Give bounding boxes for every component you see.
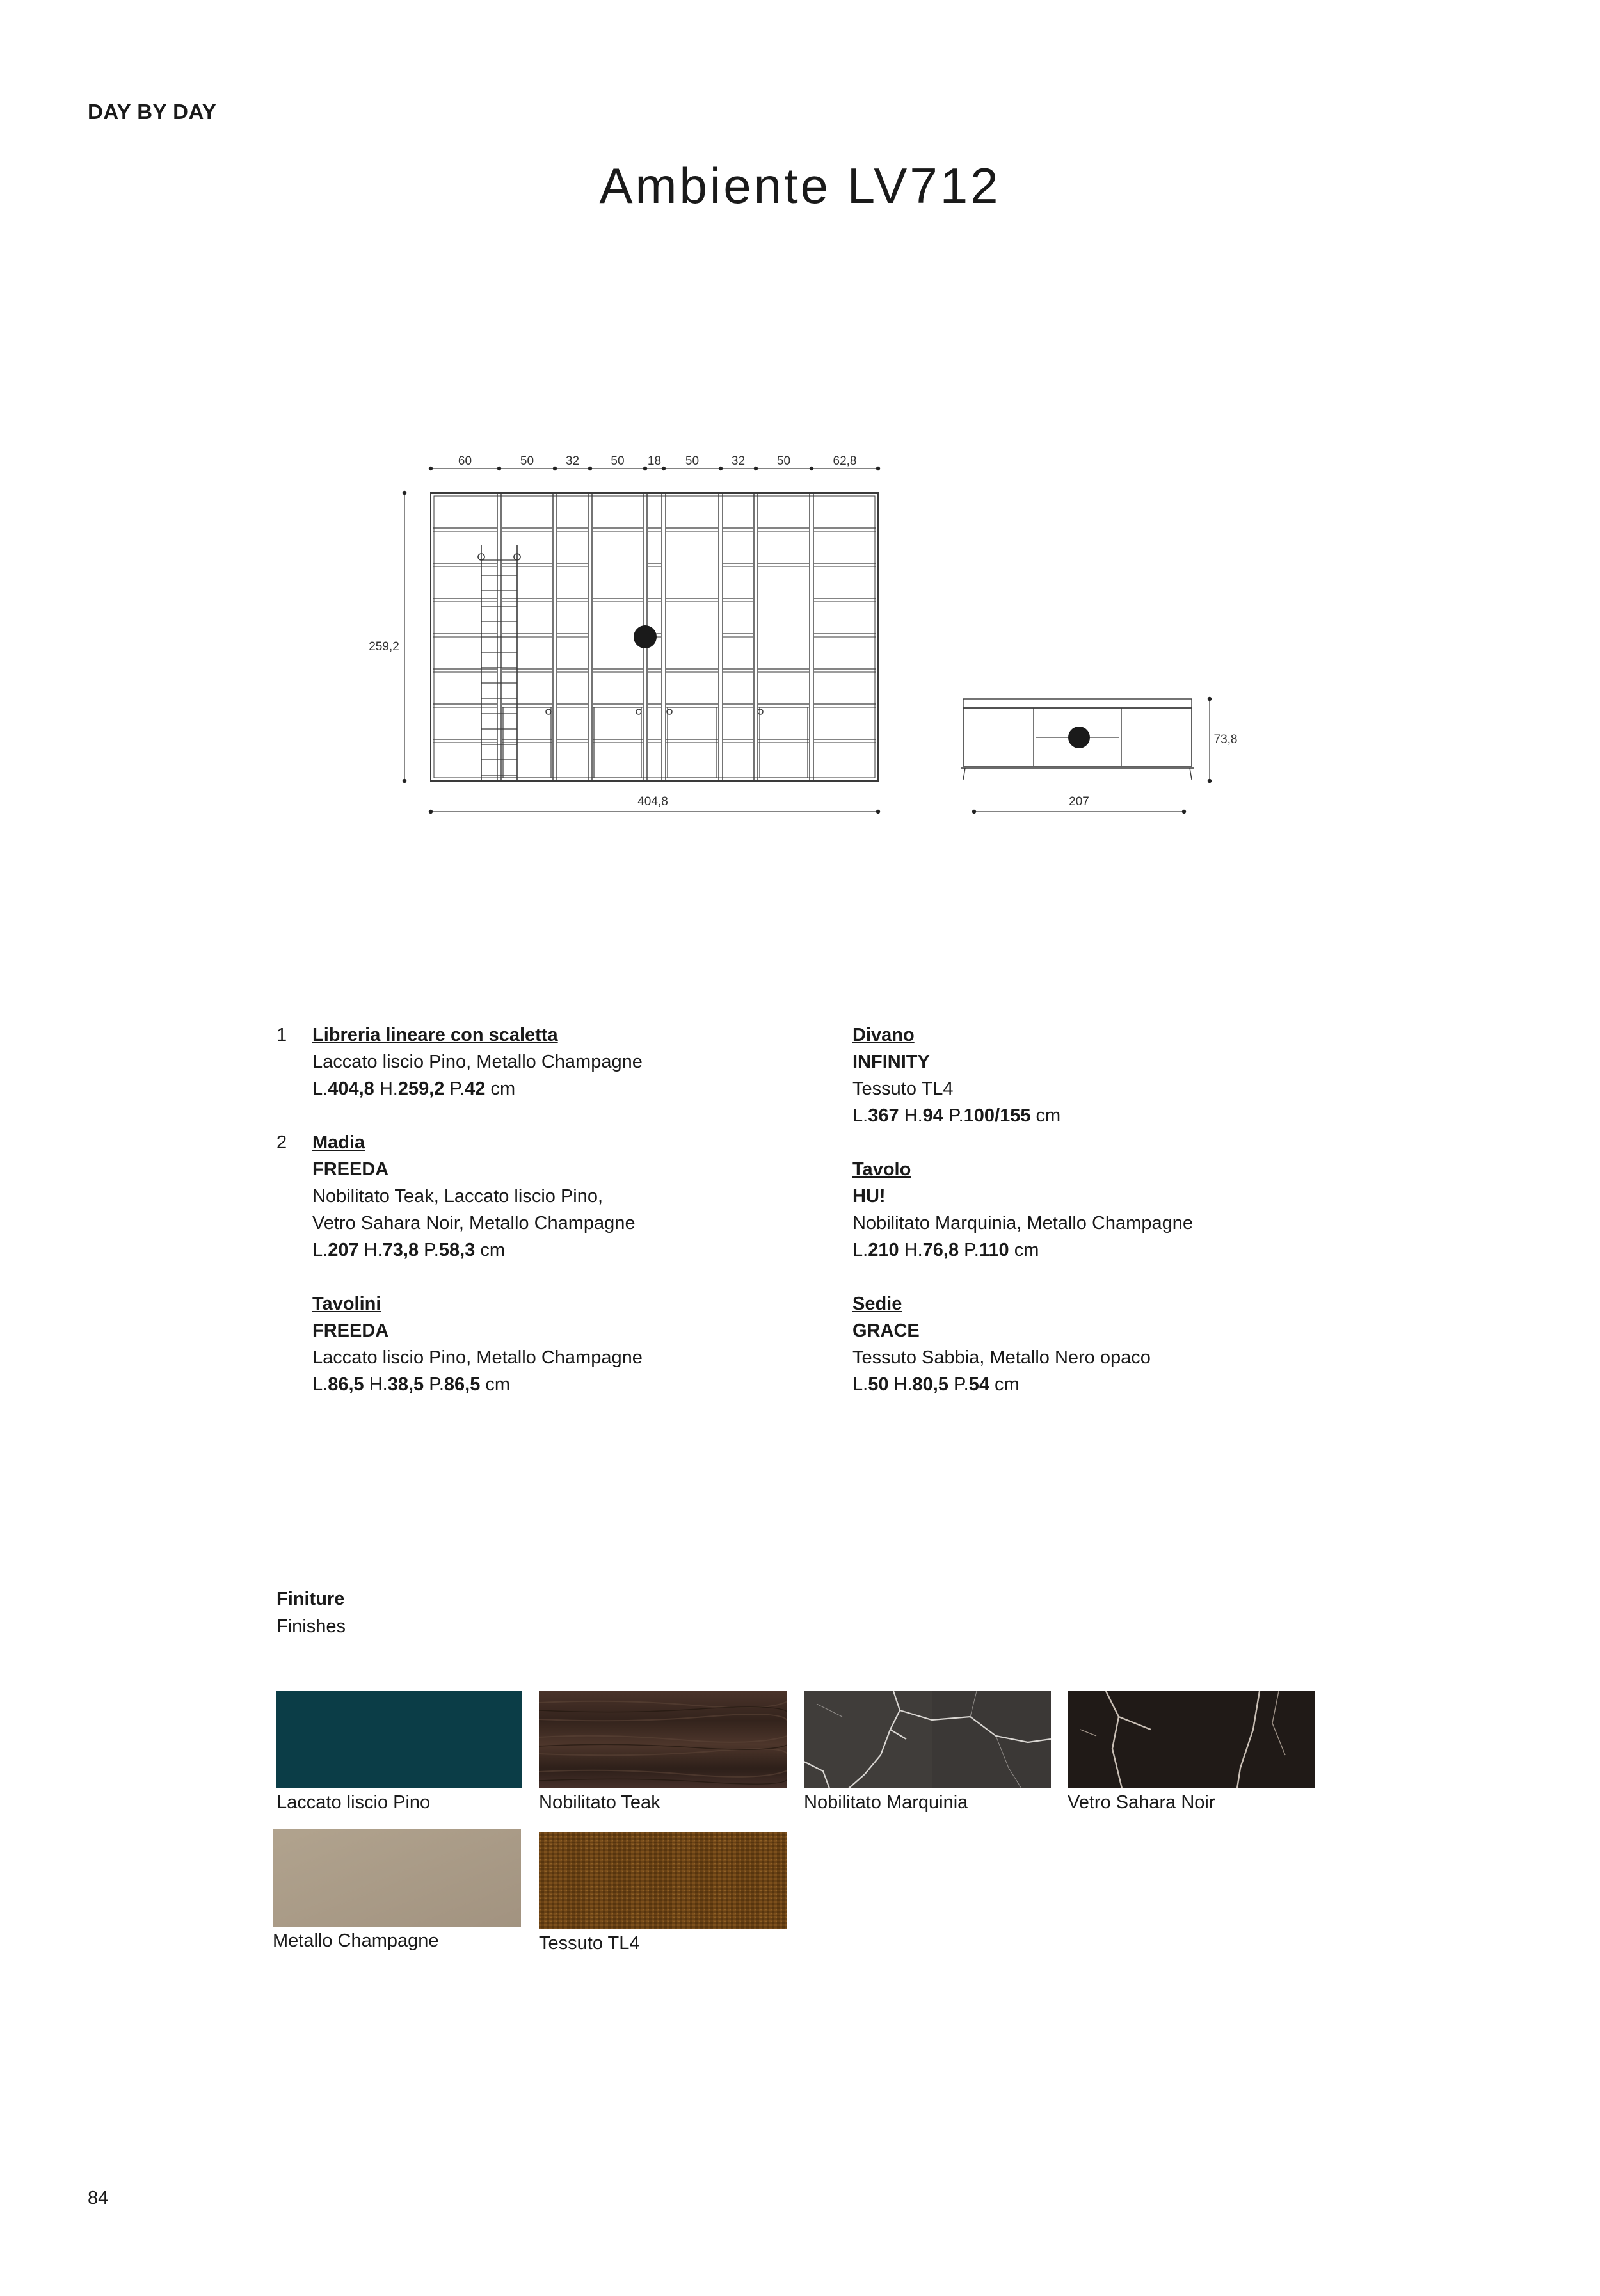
dimension-dot [876,810,880,814]
item-dimensions: L.404,8 H.259,2 P.42 cm [312,1079,516,1099]
top-dimension-label: 50 [685,454,700,468]
specs-right-column [852,1022,1364,1425]
top-dimension-label: 50 [611,454,625,468]
item-model: INFINITY [852,1052,930,1072]
dimension-dot [643,467,647,470]
dimension-dot [876,467,880,470]
spec-item [852,1290,1364,1398]
top-dimension-label: 32 [565,454,580,468]
door-knob [758,709,763,714]
item-number: 1 [276,1025,287,1045]
dimension-dot [1182,810,1186,814]
spec-item [852,1022,1364,1129]
specs-left-column [276,1022,824,1425]
dimension-dot [429,810,433,814]
door-knob [636,709,641,714]
swatch-label: Tessuto TL4 [539,1933,640,1954]
swatch-vetro-sahara-noir [1068,1691,1315,1788]
item-category: Madia [312,1132,365,1153]
item-category: Divano [852,1025,915,1045]
series-label: DAY BY DAY [88,100,217,124]
item-category: Tavolini [312,1294,381,1314]
madia-leg [1190,768,1192,780]
item-material: Laccato liscio Pino, Metallo Champagne [312,1347,643,1368]
marker-1-badge [634,625,657,648]
dimension-dot [403,491,406,495]
dimension-dot [1208,779,1212,783]
spec-item [852,1156,1364,1264]
dimension-dot [553,467,557,470]
technical-drawing [0,0,1600,896]
item-dimensions: L.210 H.76,8 P.110 cm [852,1240,1039,1260]
item-dimensions: L.50 H.80,5 P.54 cm [852,1374,1020,1395]
swatch-nobilitato-marquinia [804,1691,1051,1788]
height-dimension-label: 259,2 [369,640,399,654]
width-dimension-label: 404,8 [637,795,668,808]
marker-2-badge [1068,727,1090,748]
top-dimension-label: 50 [520,454,534,468]
top-dimension-label: 62,8 [833,454,857,468]
dimension-dot [497,467,501,470]
dimension-dot [588,467,592,470]
item-dimensions: L.207 H.73,8 P.58,3 cm [312,1240,506,1260]
dimension-dot [719,467,723,470]
spec-item [276,1129,824,1264]
spec-item [312,1290,824,1398]
swatch-label: Vetro Sahara Noir [1068,1792,1215,1813]
spec-item [276,1022,824,1102]
swatch-tessuto-tl4 [539,1832,787,1929]
item-material: Vetro Sahara Noir, Metallo Champagne [312,1213,636,1233]
door-knob [546,709,551,714]
item-material: Nobilitato Teak, Laccato liscio Pino, [312,1186,604,1207]
madia-top [963,699,1192,708]
finishes-title: Finiture [276,1589,345,1609]
finishes-subtitle: Finishes [276,1616,346,1637]
swatch-metallo-champagne [273,1829,521,1927]
dimension-dot [810,467,813,470]
swatch-label: Metallo Champagne [273,1931,439,1951]
swatch-nobilitato-teak [539,1691,787,1788]
item-category: Sedie [852,1294,902,1314]
item-model: FREEDA [312,1321,389,1341]
swatch-label: Nobilitato Marquinia [804,1792,968,1813]
page-title: Ambiente LV712 [599,157,1001,214]
dimension-dot [429,467,433,470]
dimension-dot [754,467,758,470]
top-dimension-label: 32 [731,454,746,468]
top-dimension-label: 50 [776,454,791,468]
item-model: HU! [852,1186,886,1207]
page-number: 84 [88,2188,109,2208]
item-category: Libreria lineare con scaletta [312,1025,558,1045]
top-dimension-label: 18 [647,454,662,468]
madia-leg [963,768,965,780]
madia-width-label: 207 [1069,795,1089,808]
item-dimensions: L.367 H.94 P.100/155 cm [852,1105,1061,1126]
item-material: Nobilitato Marquinia, Metallo Champagne [852,1213,1193,1233]
swatch-laccato-liscio-pino [276,1691,522,1788]
item-material: Tessuto TL4 [852,1079,954,1099]
dimension-dot [403,779,406,783]
dimension-dot [1208,697,1212,701]
dimension-dot [972,810,976,814]
dimension-dot [662,467,666,470]
item-dimensions: L.86,5 H.38,5 P.86,5 cm [312,1374,511,1395]
madia-height-label: 73,8 [1213,733,1238,746]
swatch-label: Nobilitato Teak [539,1792,660,1813]
swatch-label: Laccato liscio Pino [276,1792,431,1813]
item-category: Tavolo [852,1159,911,1180]
item-model: GRACE [852,1321,920,1341]
top-dimension-label: 60 [458,454,472,468]
item-material: Tessuto Sabbia, Metallo Nero opaco [852,1347,1151,1368]
item-number: 2 [276,1132,287,1153]
item-material: Laccato liscio Pino, Metallo Champagne [312,1052,643,1072]
item-model: FREEDA [312,1159,389,1180]
